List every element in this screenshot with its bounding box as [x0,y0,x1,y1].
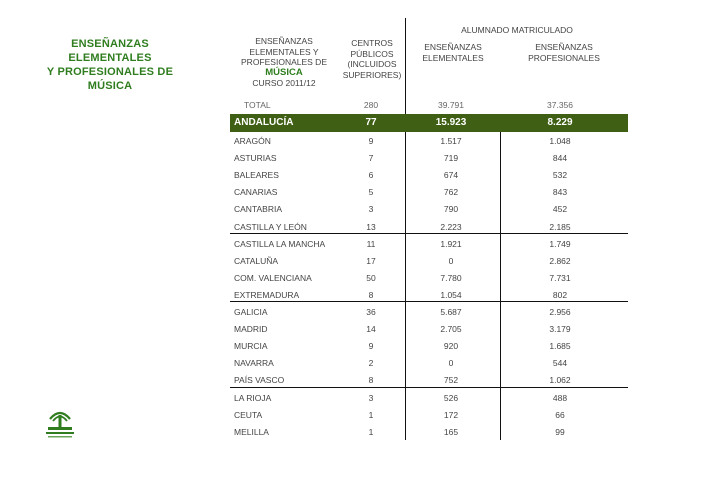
region-name: CASTILLA LA MANCHA [234,238,326,249]
profesionales-value: 844 [552,153,568,164]
centros-value: 17 [366,255,376,266]
profesionales-value: 452 [552,204,568,215]
music-education-table [230,0,628,445]
table-row [230,253,628,270]
profesionales-value: 2.185 [549,221,571,232]
profesionales-value: 7.731 [549,272,571,283]
page-title [30,37,190,93]
table-row [230,321,628,338]
centros-value: 14 [366,324,376,335]
region-name: MADRID [234,324,268,335]
col-divider [405,18,406,114]
table-row [230,133,628,150]
centros-value: 11 [366,238,376,249]
region-name: COM. VALENCIANA [234,272,312,283]
profesionales-value: 66 [555,409,565,420]
table-row [230,270,628,287]
centros-value: 9 [368,136,374,146]
row-separator [230,301,628,302]
region-name: ARAGÓN [234,136,271,146]
table-row [230,236,628,253]
region-name: NAVARRA [234,358,274,369]
table-row [230,304,628,321]
centros-value: 3 [368,204,374,215]
elementales-value: 762 [443,187,459,198]
header-col-profesionales: ENSEÑANZAS PROFESIONALES [528,42,600,63]
centros-value: 9 [368,341,374,352]
centros-value: 8 [368,375,374,386]
table-row [230,338,628,355]
header-music-label: MÚSICA [265,66,303,78]
elementales-value: 172 [443,409,459,420]
elementales-value: 7.780 [440,272,462,283]
table-row [230,184,628,201]
table-row [230,407,628,424]
header-col-region: ENSEÑANZAS ELEMENTALES Y PROFESIONALES DE MÚSICA CURSO 2011/12 [230,36,338,89]
centros-value: 3 [368,392,374,403]
elementales-value: 0 [448,358,454,369]
profesionales-value: 802 [552,289,568,300]
col-divider [405,132,406,440]
profesionales-value: 532 [552,170,568,181]
profesionales-value: 2.956 [549,307,571,317]
table-row-total: TOTAL 280 39.791 37.356 [244,100,573,110]
profesionales-value: 544 [552,358,568,369]
profesionales-value: 1.749 [549,238,571,249]
region-name: CATALUÑA [234,255,279,266]
elementales-value: 2.705 [440,324,462,335]
title-line-1: ENSEÑANZAS ELEMENTALES [68,38,152,64]
region-name: CASTILLA Y LEÓN [234,221,307,232]
elementales-value: 1.517 [440,136,462,146]
profesionales-value: 1.685 [549,341,571,352]
profesionales-value: 2.862 [549,255,571,266]
centros-value: 13 [366,221,376,232]
col-divider [500,132,501,440]
elementales-value: 1.921 [440,238,462,249]
profesionales-value: 99 [555,426,565,437]
profesionales-value: 3.179 [549,324,571,335]
profesionales-value: 488 [552,392,568,403]
profesionales-value: 1.062 [549,375,571,386]
table-row [230,150,628,167]
elementales-value: 752 [443,375,459,386]
table-row [230,390,628,407]
region-name: MURCIA [234,341,268,352]
elementales-value: 526 [443,392,459,403]
header-col-elementales: ENSEÑANZAS ELEMENTALES [422,42,484,63]
junta-logo-icon [42,405,78,439]
region-name: EXTREMADURA [234,289,300,300]
table-row [230,167,628,184]
region-name: PAÍS VASCO [234,375,285,386]
title-line-2: Y PROFESIONALES DE [46,66,174,78]
header-col-centros: CENTROS PÚBLICOS (INCLUIDOS SUPERIORES) [342,38,402,80]
elementales-value: 5.687 [440,307,462,317]
region-name: ASTURIAS [234,153,277,164]
table-row [230,201,628,218]
region-name: CANARIAS [234,187,278,198]
row-separator [230,233,628,234]
elementales-value: 1.054 [440,289,462,300]
centros-value: 6 [368,170,374,181]
centros-value: 36 [366,307,376,317]
elementales-value: 719 [443,153,459,164]
region-name: LA RIOJA [234,392,272,403]
profesionales-value: 843 [552,187,568,198]
centros-value: 50 [366,272,376,283]
table-row [230,355,628,372]
header-group-alumnado: ALUMNADO MATRICULADO [461,25,573,35]
elementales-value: 165 [443,426,459,437]
region-name: GALICIA [234,307,268,317]
table-row-andalucia: ANDALUCÍA 77 15.923 8.229 [230,114,628,132]
elementales-value: 0 [448,255,454,266]
region-name: BALEARES [234,170,279,181]
title-line-3: MÚSICA [87,80,133,92]
elementales-value: 2.223 [440,221,462,232]
profesionales-value: 1.048 [549,136,571,146]
centros-value: 8 [368,289,374,300]
elementales-value: 920 [443,341,459,352]
region-name: MELILLA [234,426,269,437]
centros-value: 1 [368,409,374,420]
region-name: CEUTA [234,409,263,420]
row-separator [230,387,628,388]
elementales-value: 674 [443,170,459,181]
centros-value: 2 [368,358,374,369]
region-name: CANTABRIA [234,204,283,215]
centros-value: 7 [368,153,374,164]
centros-value: 5 [368,187,374,198]
table-row [230,424,628,441]
centros-value: 1 [368,426,374,437]
elementales-value: 790 [443,204,459,215]
